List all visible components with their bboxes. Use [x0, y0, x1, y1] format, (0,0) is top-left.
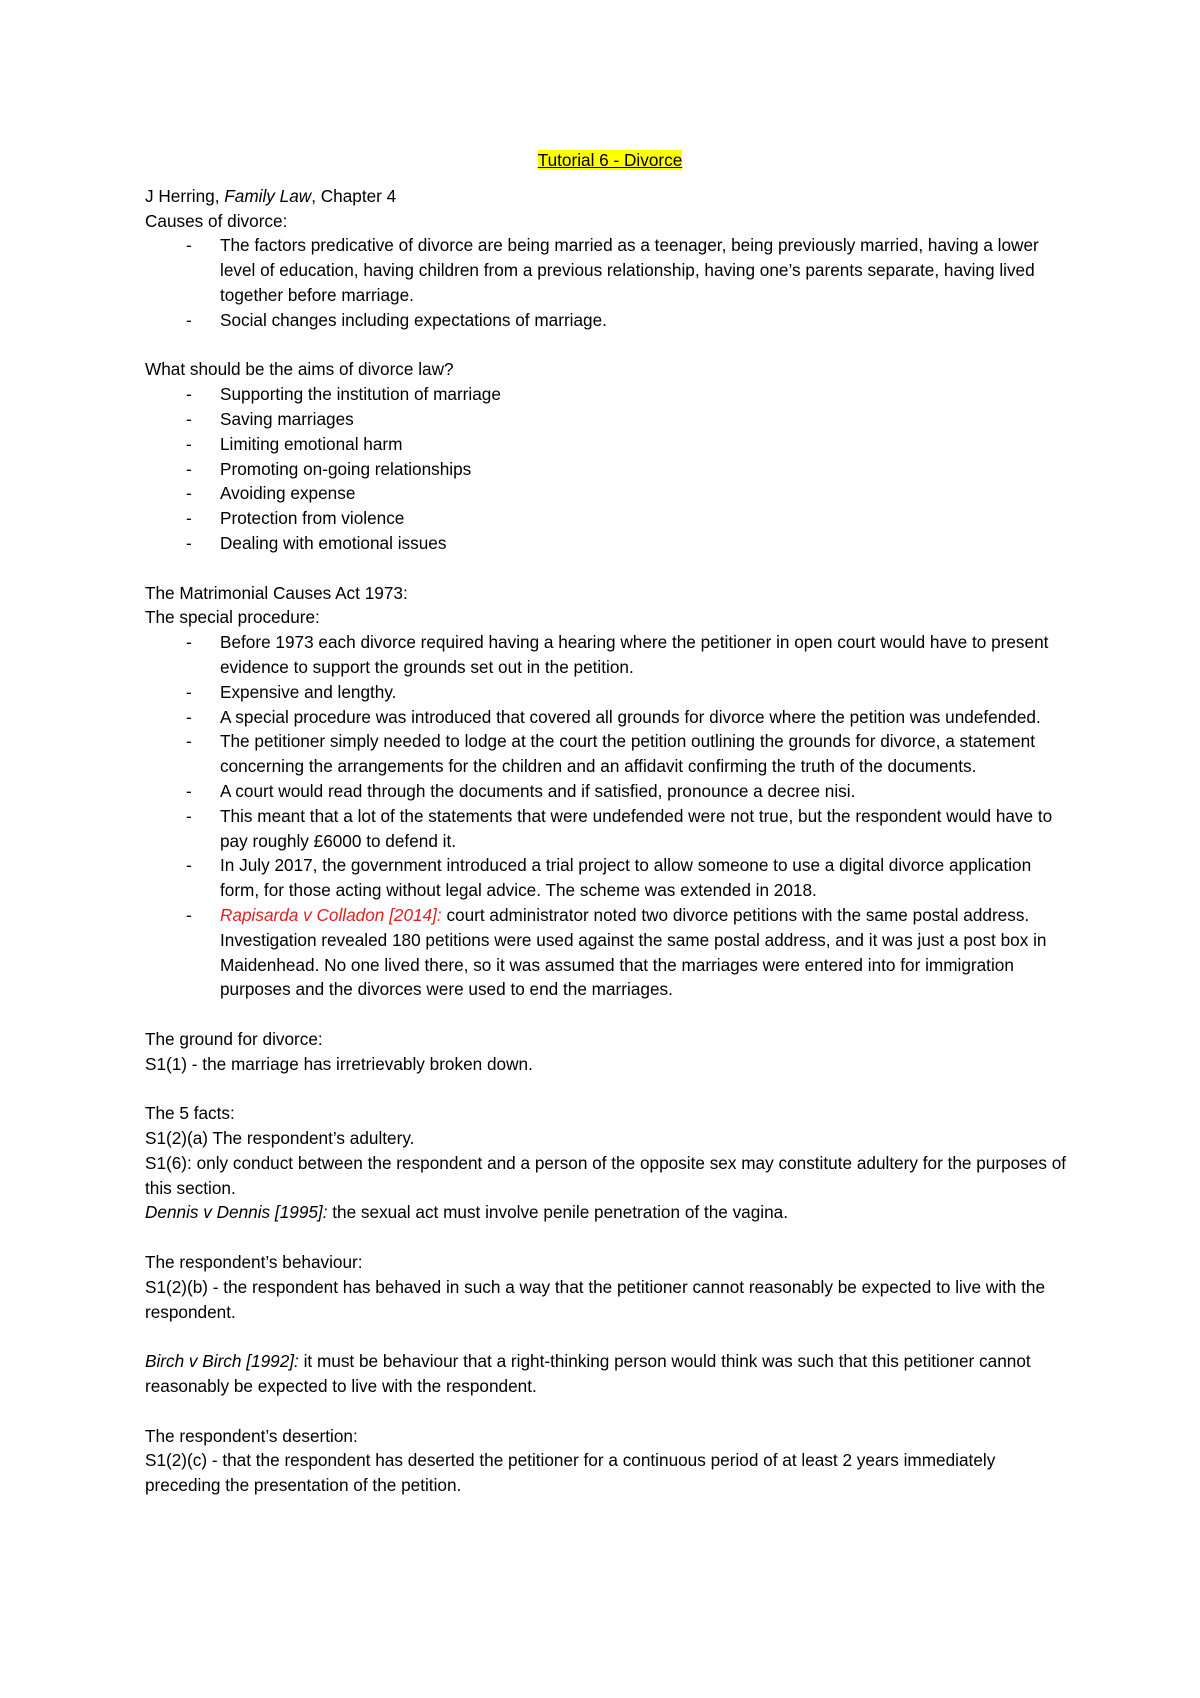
list-item: - Promoting on-going relationships	[145, 457, 1075, 482]
adultery-text: S1(2)(a) The respondent’s adultery.	[145, 1128, 415, 1149]
list-item: - This meant that a lot of the statements that were undefended were not true, but the respondent would have to pay roughly £6000 to defend it.	[186, 805, 1053, 851]
list-item: - Limiting emotional harm	[145, 432, 1075, 457]
list-item: - Rapisarda v Colladon [2014]: court administrator noted two divorce petitions with the same postal address. Investigation revealed 180 petitions were used against the same postal address, and it was just a post box in Maidenhead. No one lived there, so it was assumed that the marriages were entered into for immigration purposes and the divorces were used to end the marriages.	[186, 904, 1047, 1000]
desertion-heading: The respondent’s desertion:	[145, 1425, 358, 1446]
desertion-text: S1(2)(c) - that the respondent has deserted the petitioner for a continuous period of at least 2 years immediately preceding the presentation of the petition.	[145, 1450, 996, 1496]
dash-bullet: -	[186, 532, 192, 553]
list-item: - The petitioner simply needed to lodge at the court the petition outlining the grounds for divorce, a statement concerning the arrangements for the children and an affidavit confirming the truth of the documents.	[186, 731, 1035, 777]
dash-bullet: -	[186, 483, 192, 504]
list-item: - Expensive and lengthy.	[145, 680, 1075, 705]
list-item: - Avoiding expense	[145, 481, 1075, 506]
dash-bullet: -	[186, 805, 192, 826]
case-citation: Dennis v Dennis [1995]:	[145, 1202, 328, 1223]
dash-bullet: -	[186, 433, 192, 454]
reading-reference: J Herring, Family Law, Chapter 4	[145, 185, 397, 206]
causes-list	[145, 233, 1075, 332]
special-procedure-heading: The special procedure:	[145, 607, 320, 628]
list-item: - Supporting the institution of marriage	[145, 382, 1075, 407]
aims-list	[145, 382, 1075, 556]
case-citation: Birch v Birch [1992]:	[145, 1351, 299, 1372]
list-item: - Saving marriages	[145, 407, 1075, 432]
dash-bullet: -	[186, 855, 192, 876]
list-item: - In July 2017, the government introduced a trial project to allow someone to use a digital divorce application form, for those acting without legal advice. The scheme was extended in 2018.	[186, 855, 1032, 901]
facts-heading: The 5 facts:	[145, 1103, 235, 1124]
birch-paragraph: Birch v Birch [1992]: it must be behaviour that a right-thinking person would think was such that this petitioner cannot reasonably be expected to live with the respondent.	[145, 1351, 1031, 1397]
list-item: - A special procedure was introduced that covered all grounds for divorce where the petition was undefended.	[145, 705, 1075, 730]
dash-bullet: -	[186, 408, 192, 429]
special-procedure-list	[145, 630, 1075, 1002]
behaviour-text: S1(2)(b) - the respondent has behaved in such a way that the petitioner cannot reasonably be expected to live with the respondent.	[145, 1276, 1046, 1322]
dash-bullet: -	[186, 632, 192, 653]
dash-bullet: -	[186, 458, 192, 479]
dash-bullet: -	[186, 904, 192, 925]
list-item: - Dealing with emotional issues	[145, 531, 1075, 556]
list-item: - Before 1973 each divorce required having a hearing where the petitioner in open court would have to present evidence to support the grounds set out in the petition.	[186, 632, 1049, 677]
dash-bullet: -	[186, 681, 192, 702]
causes-heading: Causes of divorce:	[145, 210, 288, 231]
s16-text: S1(6): only conduct between the respondent and a person of the opposite sex may constitute adultery for the purposes of this section.	[145, 1152, 1067, 1198]
list-item: - Social changes including expectations of marriage.	[145, 308, 1075, 333]
dennis-paragraph: Dennis v Dennis [1995]: the sexual act must involve penile penetration of the vagina.	[145, 1202, 789, 1223]
dash-bullet: -	[186, 706, 192, 727]
behaviour-heading: The respondent’s behaviour:	[145, 1252, 363, 1273]
mca-heading: The Matrimonial Causes Act 1973:	[145, 582, 408, 603]
dash-bullet: -	[186, 731, 192, 752]
dash-bullet: -	[186, 508, 192, 529]
dash-bullet: -	[186, 235, 192, 256]
list-item: - A court would read through the documents and if satisfied, pronounce a decree nisi.	[145, 779, 1075, 804]
page-title: Tutorial 6 - Divorce	[537, 150, 683, 170]
case-citation: Rapisarda v Colladon [2014]:	[220, 904, 442, 925]
dash-bullet: -	[186, 309, 192, 330]
dash-bullet: -	[186, 780, 192, 801]
aims-heading: What should be the aims of divorce law?	[145, 359, 454, 380]
document-body	[145, 148, 1075, 1498]
list-item: - Protection from violence	[145, 506, 1075, 531]
ground-text: S1(1) - the marriage has irretrievably broken down.	[145, 1053, 533, 1074]
ground-heading: The ground for divorce:	[145, 1028, 323, 1049]
list-item: - The factors predicative of divorce are being married as a teenager, being previously married, having a lower level of education, having children from a previous relationship, having one’s parents separate, having lived together before marriage.	[186, 235, 1039, 305]
dash-bullet: -	[186, 384, 192, 405]
